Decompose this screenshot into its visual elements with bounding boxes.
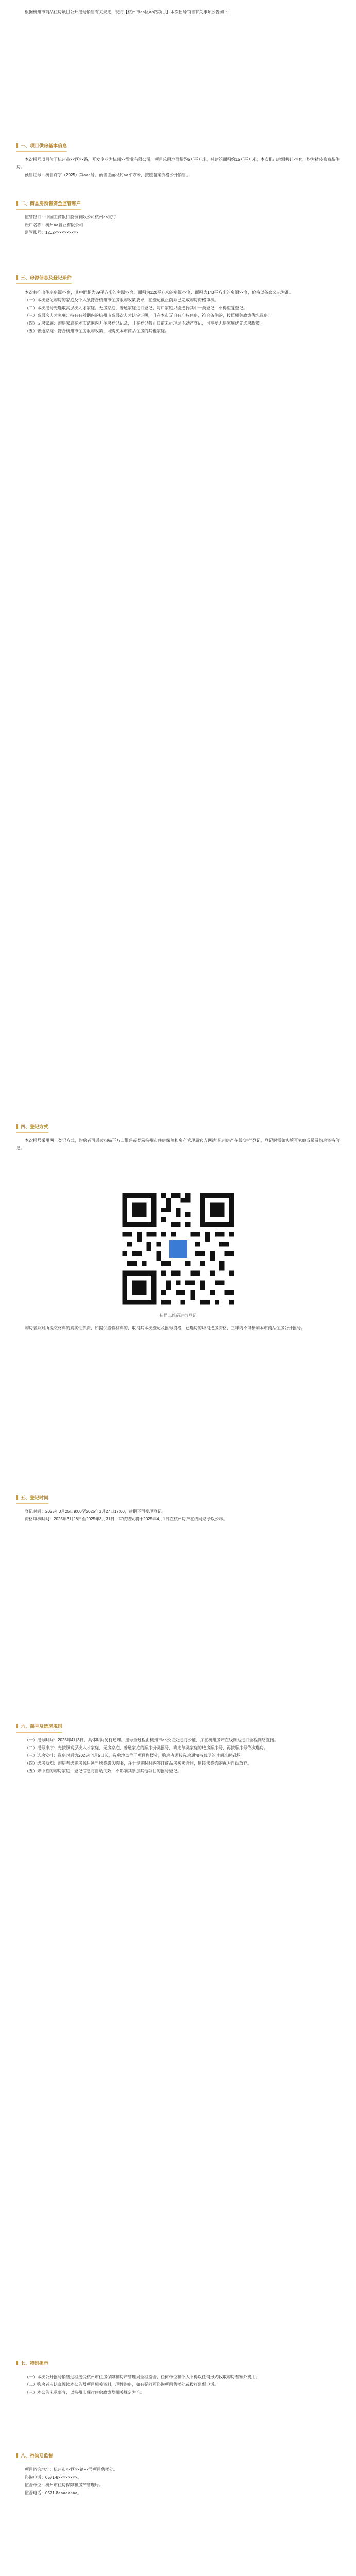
section-body-4b (16, 1324, 340, 1332)
section-body-8 (16, 2466, 340, 2497)
section-body-2 (16, 213, 340, 236)
section-body-4 (16, 1137, 340, 1152)
section-8-para-2: 咨询电话：0571-8××××××××。 (25, 2475, 82, 2480)
section-2-para-1: 监管银行：中国工商银行股份有限公司杭州××支行 (25, 215, 116, 219)
section-8-para-3: 监督单位：杭州市住房保障和房产管理局。 (25, 2483, 103, 2487)
section-3-para-1: 本次共推出住房房源××套，其中面积为89平方米的房源××套、面积为120平方米的房源××套、面积为143平方米的房源××套，价格以备案公示为准。 (25, 290, 293, 295)
section-3-para-5: （四）无房家庭：购房家庭在本市范围内无住房登记记录，且在登记截止日前未办理过不动产登记，可享受无房家庭优先选房政策。 (25, 321, 264, 326)
qr-logo-icon (169, 1240, 187, 1258)
article-intro (16, 8, 340, 16)
section-2-para-2: 账户名称：杭州××置业有限公司 (25, 223, 83, 227)
section-heading-5: 五、登记时间 (16, 1494, 48, 1504)
section-6-para-5: （五）未中签的购房家庭，登记信息将自动失效，不影响其参加其他项目的摇号登记。 (25, 1769, 181, 1773)
section-heading-8: 八、咨询及监督 (16, 2452, 53, 2462)
section-3-para-4: （三）高层次人才家庭：持有有效期内的杭州市高层次人才认定证明，且在本市无自有产权住房，符合条件的，按照相关政策优先选房。 (25, 313, 272, 318)
section-heading-2: 二、商品房预售资金监管账户 (16, 200, 81, 210)
section-body-3 (16, 289, 340, 335)
section-4-para-2: 购房者须对所提交材料的真实性负责，如提供虚假材料的，取消其本次登记及摇号资格，已选房的取消选房资格，三年内不得参加本市商品住房公开摇号。 (25, 1326, 305, 1330)
heading-bar-icon (16, 1724, 18, 1728)
section-8-para-1: 项目咨询地址：杭州市××区××路××号项目售楼处。 (25, 2467, 118, 2472)
section-heading-7: 七、特别提示 (16, 2360, 48, 2369)
section-3-para-6: （五）普通家庭：符合杭州市住房限购政策、可购买本市商品住房的其他家庭。 (25, 329, 169, 333)
heading-bar-icon (16, 143, 18, 148)
section-3-para-2: （一）本次登记购房的家庭及个人须符合杭州市住房限购政策要求，在登记截止前须已完成购房资格审核。 (25, 298, 218, 302)
section-7-para-3: （三）本公告未尽事宜，以杭州市现行住房政策及相关规定为准。 (25, 2390, 144, 2395)
section-6-para-2: （二）摇号排序：先按照高层次人才家庭、无房家庭、普通家庭的顺序分类摇号，确定每类家庭的选房顺序号，再按顺序号依次选房。 (25, 1745, 268, 1750)
heading-bar-icon (16, 1124, 18, 1129)
section-1-para-2: 预售证号：杭售许字（2025）第×××号，预售证面积约××平方米，按照备案价格公开销售。 (25, 173, 191, 177)
section-5-para-1: 登记时间：2025年3月25日9:00至2025年3月27日17:00，逾期不再受理登记。 (25, 1509, 166, 1514)
heading-bar-icon (16, 2361, 18, 2365)
registration-qr-code[interactable] (117, 1188, 239, 1310)
section-heading-6: 六、摇号及选房规则 (16, 1723, 62, 1733)
section-body-7 (16, 2373, 340, 2396)
section-7-para-1: （一）本次公开摇号销售过程接受杭州市住房保障和房产管理局全程监督，任何单位和个人不得以任何形式收取购房者额外费用。 (25, 2375, 260, 2379)
section-6-para-3: （三）选房安排：选房时间为2025年4月5日起，选房地点位于项目售楼处，购房者须按选房通知书载明的时间准时到场。 (25, 1753, 245, 1758)
section-5-para-2: 资格审核时间：2025年3月28日至2025年3月31日，审核结果将于2025年4月1日在杭州房产在线网站予以公示。 (25, 1517, 227, 1521)
section-6-para-4: （四）选房须知：购房者选定房源后须当场签署认购书，并于规定时间内签订商品房买卖合同，逾期未签约的视为自动放弃。 (25, 1761, 251, 1766)
heading-bar-icon (16, 201, 18, 206)
section-6-para-1: （一）摇号时间：2025年4月3日，具体时间另行通知。摇号全过程由杭州市××公证处进行公证，并在杭州房产在线网站进行全程网络直播。 (25, 1738, 279, 1742)
section-3-para-3: （二）本次摇号先选取高层次人才家庭、无房家庭、普通家庭进行登记，每户家庭只能选择其中一类登记，不得重复登记。 (25, 306, 247, 310)
heading-bar-icon (16, 275, 18, 280)
section-4-para-1: 本次摇号采用网上登记方式，购房者可通过扫描下方二维码或登录杭州市住房保障和房产管理局官方网站"杭州房产在线"进行登记，登记时需如实填写家庭成员及购房资格信息。 (16, 1138, 340, 1150)
section-heading-3: 三、房源信息及登记条件 (16, 274, 72, 284)
intro-paragraph: 根据杭州市商品住房项目公开摇号销售有关规定，现将【杭州市××区××路项目】本次摇号销售有关事项公告如下： (25, 10, 232, 14)
heading-bar-icon (16, 2453, 18, 2458)
section-2-para-3: 监管账号：1202×××××××××× (25, 230, 79, 235)
section-7-para-2: （二）购房者应认真阅读本公告及项目相关资料，理性购房，如有疑问可咨询项目售楼处或拨打监督电话。 (25, 2382, 218, 2387)
heading-bar-icon (16, 1495, 18, 1500)
section-8-para-4: 监督电话：0571-8××××××××。 (25, 2490, 82, 2495)
section-body-6 (16, 1736, 340, 1775)
section-body-5 (16, 1507, 340, 1523)
qr-caption: 扫描二维码进行登记 (159, 1313, 197, 1318)
section-heading-1: 一、项目供房基本信息 (16, 142, 67, 152)
section-body-1 (16, 156, 340, 179)
section-1-para-1: 本次摇号项目位于杭州市××区××路，开发企业为杭州××置业有限公司，项目总用地面积约5万平方米，总建筑面积约15万平方米，本次推出房源共计××套，均为精装修商品住房。 (16, 157, 340, 170)
section-heading-4: 四、登记方式 (16, 1123, 48, 1133)
